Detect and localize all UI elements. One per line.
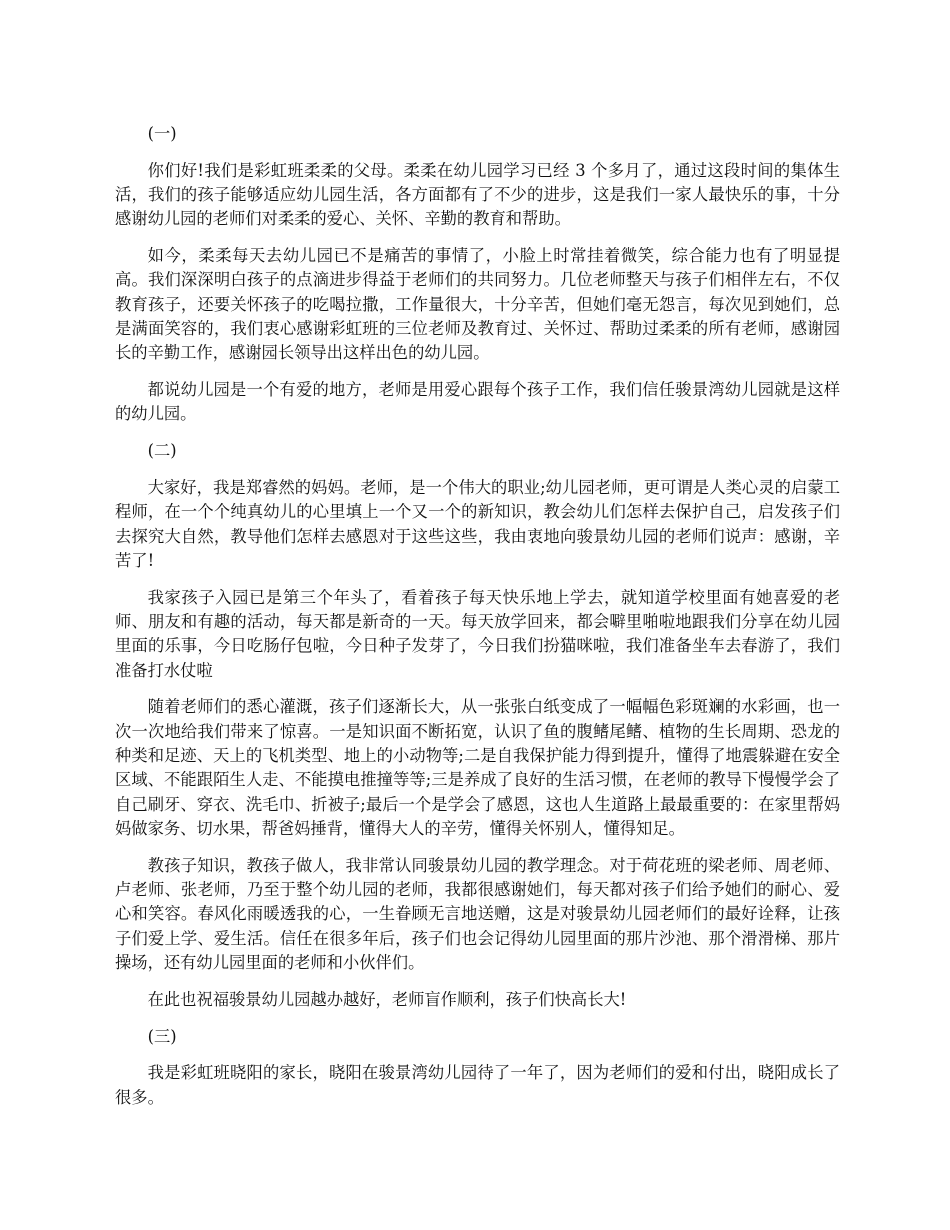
paragraph: 在此也祝福骏景幼儿园越办越好，老师盲作顺利，孩子们快高长大! <box>147 989 627 1009</box>
section-heading-1: (一) <box>147 124 177 143</box>
paragraph: 我家孩子入园已是第三个年头了，看着孩子每天快乐地上学去，就知道学校里面有她喜爱的老师、朋友和有趣的活动，每天都是新奇的一天。每天放学回来，都会噼里啪啦地跟我们分享在幼儿园里面的乐事，今日吃肠仔包啦，今日种子发芽了，今日我们扮猫咪啦，我们准备坐车去春游了，我们准备打水仗啦 <box>115 587 840 680</box>
paragraph: 大家好，我是郑睿然的妈妈。老师，是一个伟大的职业;幼儿园老师，更可谓是人类心灵的启蒙工程师，在一个个纯真幼儿的心里填上一个又一个的新知识，教会幼儿们怎样去保护自己，启发孩子们去探究大自然，教导他们怎样去感恩对于这些这些，我由衷地向骏景幼儿园的老师们说声：感谢，辛苦了! <box>115 478 840 570</box>
paragraph: 如今，柔柔每天去幼儿园已不是痛苦的事情了，小脸上时常挂着微笑，综合能力也有了明显提高。我们深深明白孩子的点滴进步得益于老师们的共同努力。几位老师整天与孩子们相伴左右，不仅教育孩子，还要关怀孩子的吃喝拉撒，工作量很大，十分辛苦，但她们毫无怨言，每次见到她们，总是满面笑容的，我们衷心感谢彩虹班的三位老师及教育过、关怀过、帮助过柔柔的所有老师，感谢园长的辛勤工作，感谢园长领导出这样出色的幼儿园。 <box>115 246 840 363</box>
paragraph: 你们好!我们是彩虹班柔柔的父母。柔柔在幼儿园学习已经 3 个多月了，通过这段时间的集体生活，我们的孩子能够适应幼儿园生活，各方面都有了不少的进步，这是我们一家人最快乐的事，十分感谢幼儿园的老师们对柔柔的爱心、关怀、辛勤的教育和帮助。 <box>115 160 840 229</box>
paragraph: 随着老师们的悉心灌溉，孩子们逐渐长大，从一张张白纸变成了一幅幅色彩斑斓的水彩画，也一次一次地给我们带来了惊喜。一是知识面不断拓宽，认识了鱼的腹鳍尾鳍、植物的生长周期、恐龙的种类和足迹、天上的飞机类型、地上的小动物等;二是自我保护能力得到提升，懂得了地震躲避在安全区域、不能跟陌生人走、不能摸电推撞等等;三是养成了良好的生活习惯，在老师的教导下慢慢学会了自己刷牙、穿衣、洗毛巾、折被子;最后一个是学会了感恩，这也人生道路上最最重要的：在家里帮妈妈做家务、切水果，帮爸妈捶背，懂得大人的辛劳，懂得关怀别人，懂得知足。 <box>115 697 840 838</box>
section-heading-2: (二) <box>147 441 177 461</box>
paragraph: 教孩子知识，教孩子做人，我非常认同骏景幼儿园的教学理念。对于荷花班的梁老师、周老师、卢老师、张老师，乃至于整个幼儿园的老师，我都很感谢她们，每天都对孩子们给予她们的耐心、爱心和笑容。春风化雨暖透我的心，一生眷顾无言地送赠，这是对骏景幼儿园老师们的最好诠释，让孩子们爱上学、爱生活。信任在很多年后，孩子们也会记得幼儿园里面的那片沙池、那个滑滑梯、那片操场，还有幼儿园里面的老师和小伙伴们。 <box>115 855 840 972</box>
paragraph: 都说幼儿园是一个有爱的地方，老师是用爱心跟每个孩子工作，我们信任骏景湾幼儿园就是这样的幼儿园。 <box>115 380 840 424</box>
paragraph: 我是彩虹班晓阳的家长，晓阳在骏景湾幼儿园待了一年了，因为老师们的爱和付出，晓阳成长了很多。 <box>115 1063 840 1107</box>
section-heading-3: (三) <box>147 1026 177 1046</box>
document-body <box>115 122 840 1122</box>
